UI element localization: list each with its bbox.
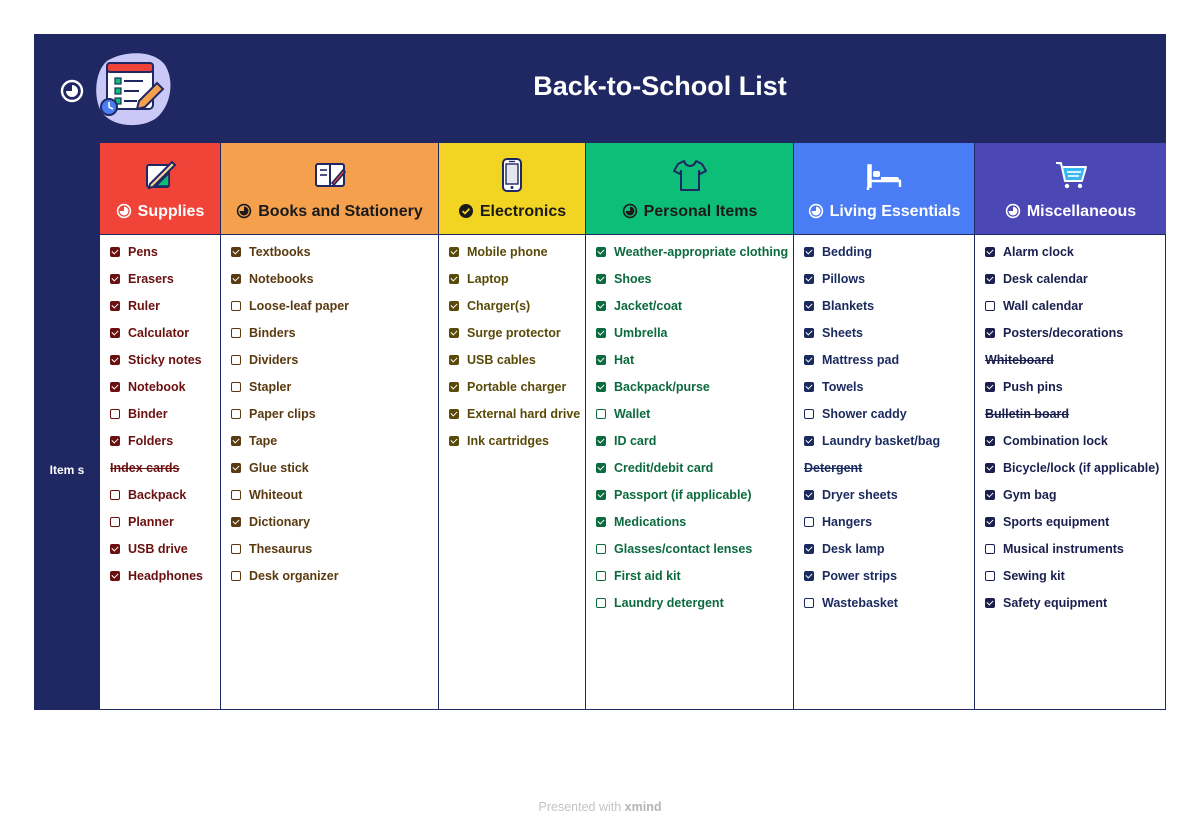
- item-label: Planner: [128, 515, 174, 529]
- checkbox-checked[interactable]: [596, 301, 606, 311]
- footer-text: Presented with: [538, 800, 622, 814]
- item-label: Bicycle/lock (if applicable): [1003, 461, 1160, 475]
- checklist-item[interactable]: [586, 432, 793, 459]
- checkbox-checked[interactable]: [985, 598, 995, 608]
- column-items: [794, 234, 974, 709]
- item-label: Towels: [822, 380, 864, 394]
- checkbox-checked[interactable]: [449, 247, 459, 257]
- column-header: [975, 143, 1166, 234]
- checklist-item[interactable]: [975, 567, 1166, 594]
- checkbox-checked[interactable]: [596, 490, 606, 500]
- bed-icon: [865, 157, 903, 198]
- checklist-item[interactable]: [586, 351, 793, 378]
- checkbox-unchecked[interactable]: [804, 517, 814, 527]
- checkbox-checked[interactable]: [110, 328, 120, 338]
- checkbox-checked[interactable]: [985, 436, 995, 446]
- footer-credit: [0, 800, 1200, 814]
- pencil-notepad-icon: [142, 157, 178, 198]
- checklist-item[interactable]: [975, 513, 1166, 540]
- checkbox-checked[interactable]: [804, 490, 814, 500]
- checklist-item[interactable]: [586, 270, 793, 297]
- checklist-item[interactable]: [100, 405, 220, 432]
- checklist-item[interactable]: [975, 324, 1166, 351]
- checklist-item[interactable]: [794, 486, 974, 513]
- item-label: Bedding: [822, 245, 872, 259]
- item-label: Sheets: [822, 326, 863, 340]
- column-title-text: Living Essentials: [829, 203, 961, 220]
- checklist-board: [34, 34, 1166, 710]
- checkbox-checked[interactable]: [449, 436, 459, 446]
- checklist-item[interactable]: [100, 513, 220, 540]
- checklist-item[interactable]: [100, 243, 220, 270]
- status-bullet-icon: [808, 203, 824, 224]
- item-label: Alarm clock: [1003, 245, 1074, 259]
- checkbox-checked[interactable]: [596, 328, 606, 338]
- item-label: Wallet: [614, 407, 651, 421]
- checklist-item[interactable]: [100, 351, 220, 378]
- column-title-text: Personal Items: [643, 203, 758, 220]
- checklist-item[interactable]: [794, 378, 974, 405]
- checkbox-checked[interactable]: [596, 274, 606, 284]
- item-label: External hard drive: [467, 407, 581, 421]
- item-label: Backpack: [128, 488, 187, 502]
- item-label: Headphones: [128, 569, 204, 583]
- column-title: [221, 203, 438, 224]
- item-label: Desk organizer: [249, 569, 339, 583]
- checkbox-checked[interactable]: [985, 463, 995, 473]
- item-label: Stapler: [249, 380, 292, 394]
- checkbox-unchecked[interactable]: [985, 544, 995, 554]
- checkbox-unchecked[interactable]: [110, 490, 120, 500]
- checklist-item[interactable]: [100, 540, 220, 567]
- status-bullet-icon: [622, 203, 638, 224]
- checkbox-unchecked[interactable]: [231, 409, 241, 419]
- checkbox-unchecked[interactable]: [596, 571, 606, 581]
- checklist-item[interactable]: [794, 324, 974, 351]
- checklist-item[interactable]: [221, 324, 438, 351]
- item-label: Hangers: [822, 515, 873, 529]
- checklist-item[interactable]: [975, 459, 1166, 486]
- column-header: [586, 143, 793, 234]
- item-label: Whiteboard: [985, 353, 1054, 367]
- column-items: [975, 234, 1166, 709]
- column-living-essentials: [793, 143, 974, 709]
- checkbox-checked[interactable]: [596, 463, 606, 473]
- checkbox-unchecked[interactable]: [804, 409, 814, 419]
- checkbox-checked[interactable]: [985, 517, 995, 527]
- checklist-item[interactable]: [794, 243, 974, 270]
- checklist-item[interactable]: [100, 567, 220, 594]
- checklist-item[interactable]: [100, 324, 220, 351]
- item-label: Glue stick: [249, 461, 309, 475]
- status-bullet-icon: [236, 203, 252, 224]
- item-label: Posters/decorations: [1003, 326, 1124, 340]
- checkbox-checked[interactable]: [804, 301, 814, 311]
- checkbox-checked[interactable]: [110, 436, 120, 446]
- item-label: Umbrella: [614, 326, 668, 340]
- checklist-item[interactable]: [794, 432, 974, 459]
- item-label: Wall calendar: [1003, 299, 1084, 313]
- item-label: Gym bag: [1003, 488, 1057, 502]
- checklist-item[interactable]: [586, 513, 793, 540]
- row-label: Item s: [49, 463, 85, 477]
- column-header: [221, 143, 438, 234]
- item-label: Laundry basket/bag: [822, 434, 941, 448]
- column-supplies: [99, 143, 220, 709]
- checklist-item[interactable]: [586, 243, 793, 270]
- checklist-item[interactable]: [586, 540, 793, 567]
- item-label: Dryer sheets: [822, 488, 898, 502]
- checklist-item[interactable]: [794, 351, 974, 378]
- checkbox-unchecked[interactable]: [985, 301, 995, 311]
- item-label: Weather-appropriate clothing: [614, 245, 789, 259]
- checklist-item[interactable]: [100, 270, 220, 297]
- t-shirt-icon: [672, 157, 708, 198]
- item-label: Musical instruments: [1003, 542, 1124, 556]
- checkbox-checked[interactable]: [804, 247, 814, 257]
- checklist-item[interactable]: [586, 594, 793, 621]
- item-label: Hat: [614, 353, 635, 367]
- checklist-item[interactable]: [975, 270, 1166, 297]
- checkbox-unchecked[interactable]: [596, 598, 606, 608]
- checklist-item[interactable]: [100, 432, 220, 459]
- checkbox-checked[interactable]: [596, 382, 606, 392]
- checklist-item[interactable]: [586, 324, 793, 351]
- checkbox-checked[interactable]: [596, 247, 606, 257]
- checkbox-unchecked[interactable]: [231, 328, 241, 338]
- checklist-item[interactable]: [439, 351, 585, 378]
- checklist-item[interactable]: [221, 270, 438, 297]
- checkbox-checked[interactable]: [449, 409, 459, 419]
- book-pen-icon: [312, 157, 348, 198]
- checkbox-checked[interactable]: [231, 436, 241, 446]
- column-title-text: Supplies: [137, 203, 205, 220]
- item-label: Notebook: [128, 380, 186, 394]
- item-label: Pens: [128, 245, 158, 259]
- checklist-item[interactable]: [221, 297, 438, 324]
- checkbox-checked[interactable]: [231, 247, 241, 257]
- column-header: [100, 143, 220, 234]
- item-label: Charger(s): [467, 299, 531, 313]
- item-label: Binders: [249, 326, 296, 340]
- item-label: Jacket/coat: [614, 299, 683, 313]
- checkbox-unchecked[interactable]: [231, 490, 241, 500]
- checkbox-checked[interactable]: [231, 463, 241, 473]
- item-label: Portable charger: [467, 380, 567, 394]
- item-label: Wastebasket: [822, 596, 898, 610]
- checkbox-checked[interactable]: [596, 355, 606, 365]
- item-label: Pillows: [822, 272, 866, 286]
- checkbox-checked[interactable]: [985, 247, 995, 257]
- checklist-item[interactable]: [221, 513, 438, 540]
- item-label: Detergent: [804, 461, 863, 475]
- checklist-item[interactable]: [794, 567, 974, 594]
- column-title: [439, 203, 585, 224]
- checkbox-unchecked[interactable]: [985, 571, 995, 581]
- item-label: Push pins: [1003, 380, 1063, 394]
- item-label: Passport (if applicable): [614, 488, 752, 502]
- checklist-item[interactable]: [794, 540, 974, 567]
- checklist-item[interactable]: [221, 459, 438, 486]
- header-bar: [35, 35, 1165, 143]
- checkbox-unchecked[interactable]: [596, 409, 606, 419]
- column-title-text: Electronics: [479, 203, 567, 220]
- checkbox-checked[interactable]: [804, 274, 814, 284]
- checkbox-checked[interactable]: [231, 517, 241, 527]
- checkbox-checked[interactable]: [804, 355, 814, 365]
- item-label: Calculator: [128, 326, 190, 340]
- status-bullet-icon: [116, 203, 132, 224]
- checklist-item[interactable]: [975, 405, 1166, 432]
- checklist-item[interactable]: [794, 405, 974, 432]
- checklist-item[interactable]: [221, 567, 438, 594]
- checkbox-checked[interactable]: [804, 382, 814, 392]
- item-label: Paper clips: [249, 407, 316, 421]
- item-label: Shower caddy: [822, 407, 907, 421]
- column-items: [439, 234, 585, 709]
- checkbox-checked[interactable]: [804, 436, 814, 446]
- checkbox-checked[interactable]: [449, 355, 459, 365]
- item-label: Laptop: [467, 272, 509, 286]
- item-label: Surge protector: [467, 326, 561, 340]
- checklist-item[interactable]: [439, 405, 585, 432]
- checklist-item[interactable]: [221, 243, 438, 270]
- item-label: Index cards: [110, 461, 180, 475]
- item-label: Ruler: [128, 299, 160, 313]
- checklist-item[interactable]: [975, 540, 1166, 567]
- checklist-item[interactable]: [586, 297, 793, 324]
- checklist-item[interactable]: [975, 243, 1166, 270]
- checklist-item[interactable]: [586, 567, 793, 594]
- page-title: Back-to-School List: [533, 71, 787, 101]
- checkbox-checked[interactable]: [804, 571, 814, 581]
- checklist-item[interactable]: [100, 297, 220, 324]
- checklist-item[interactable]: [975, 594, 1166, 621]
- item-label: Dividers: [249, 353, 299, 367]
- checkbox-checked[interactable]: [110, 571, 120, 581]
- checklist-item[interactable]: [439, 432, 585, 459]
- column-miscellaneous: [974, 143, 1166, 709]
- checkbox-checked[interactable]: [110, 355, 120, 365]
- checkbox-checked[interactable]: [449, 301, 459, 311]
- column-books-and-stationery: [220, 143, 438, 709]
- item-label: Binder: [128, 407, 168, 421]
- checklist-item[interactable]: [586, 459, 793, 486]
- checklist-item[interactable]: [975, 297, 1166, 324]
- column-header: [439, 143, 585, 234]
- item-label: Desk calendar: [1003, 272, 1088, 286]
- checkbox-unchecked[interactable]: [231, 571, 241, 581]
- item-label: Tape: [249, 434, 278, 448]
- checkbox-unchecked[interactable]: [110, 517, 120, 527]
- checkbox-checked[interactable]: [985, 274, 995, 284]
- item-label: USB drive: [128, 542, 188, 556]
- checkbox-checked[interactable]: [449, 274, 459, 284]
- checkbox-checked[interactable]: [449, 382, 459, 392]
- item-label: Power strips: [822, 569, 898, 583]
- item-label: Loose-leaf paper: [249, 299, 350, 313]
- checklist-item[interactable]: [439, 243, 585, 270]
- checklist-item[interactable]: [586, 405, 793, 432]
- mobile-phone-icon: [494, 157, 530, 198]
- status-bullet-icon: [458, 203, 474, 224]
- column-electronics: [438, 143, 585, 709]
- checklist-item[interactable]: [975, 432, 1166, 459]
- item-label: Sewing kit: [1003, 569, 1065, 583]
- checklist-item[interactable]: [221, 378, 438, 405]
- item-label: Blankets: [822, 299, 875, 313]
- checklist-item[interactable]: [586, 486, 793, 513]
- checklist-item[interactable]: [975, 378, 1166, 405]
- checkbox-checked[interactable]: [985, 382, 995, 392]
- column-title: [975, 203, 1166, 224]
- row-header: [35, 143, 99, 709]
- checklist-item[interactable]: [221, 432, 438, 459]
- checklist-item[interactable]: [586, 378, 793, 405]
- item-label: Credit/debit card: [614, 461, 714, 475]
- checkbox-checked[interactable]: [804, 328, 814, 338]
- item-label: Textbooks: [249, 245, 311, 259]
- item-label: Safety equipment: [1003, 596, 1108, 610]
- checkbox-checked[interactable]: [110, 247, 120, 257]
- column-items: [221, 234, 438, 709]
- checkbox-unchecked[interactable]: [231, 544, 241, 554]
- checkbox-unchecked[interactable]: [110, 409, 120, 419]
- item-label: Whiteout: [249, 488, 303, 502]
- item-label: USB cables: [467, 353, 536, 367]
- item-label: Glasses/contact lenses: [614, 542, 753, 556]
- checklist-item[interactable]: [439, 270, 585, 297]
- checkbox-checked[interactable]: [110, 301, 120, 311]
- checklist-item[interactable]: [100, 378, 220, 405]
- checklist-item[interactable]: [794, 459, 974, 486]
- item-label: First aid kit: [614, 569, 681, 583]
- item-label: Laundry detergent: [614, 596, 724, 610]
- checkbox-unchecked[interactable]: [804, 598, 814, 608]
- checkbox-checked[interactable]: [449, 328, 459, 338]
- checkbox-unchecked[interactable]: [231, 382, 241, 392]
- item-label: Erasers: [128, 272, 174, 286]
- checkbox-unchecked[interactable]: [231, 301, 241, 311]
- checkbox-checked[interactable]: [110, 382, 120, 392]
- item-label: Mobile phone: [467, 245, 548, 259]
- item-label: Ink cartridges: [467, 434, 549, 448]
- shopping-cart-icon: [1053, 157, 1089, 198]
- checkbox-checked[interactable]: [985, 328, 995, 338]
- column-personal-items: [585, 143, 793, 709]
- checkbox-checked[interactable]: [110, 544, 120, 554]
- item-label: Dictionary: [249, 515, 311, 529]
- column-items: [100, 234, 220, 709]
- column-items: [586, 234, 793, 709]
- checkbox-checked[interactable]: [596, 517, 606, 527]
- item-label: Notebooks: [249, 272, 314, 286]
- checkbox-checked[interactable]: [110, 274, 120, 284]
- checklist-item[interactable]: [439, 297, 585, 324]
- checkbox-unchecked[interactable]: [596, 544, 606, 554]
- checklist-item[interactable]: [794, 270, 974, 297]
- checkbox-unchecked[interactable]: [231, 355, 241, 365]
- column-title-text: Books and Stationery: [258, 203, 423, 220]
- checklist-item[interactable]: [975, 351, 1166, 378]
- column-title: [100, 203, 220, 224]
- checklist-item[interactable]: [100, 459, 220, 486]
- item-label: Shoes: [614, 272, 652, 286]
- checklist-item[interactable]: [794, 513, 974, 540]
- checklist-item[interactable]: [439, 378, 585, 405]
- column-title: [586, 203, 793, 224]
- checkbox-checked[interactable]: [231, 274, 241, 284]
- checklist-item[interactable]: [221, 486, 438, 513]
- status-bullet-icon: [1005, 203, 1021, 224]
- item-label: Thesaurus: [249, 542, 313, 556]
- checkbox-checked[interactable]: [985, 490, 995, 500]
- item-label: Mattress pad: [822, 353, 900, 367]
- item-label: Sports equipment: [1003, 515, 1110, 529]
- checklist-item[interactable]: [221, 540, 438, 567]
- checklist-item[interactable]: [100, 486, 220, 513]
- item-label: Backpack/purse: [614, 380, 710, 394]
- checklist-item[interactable]: [794, 594, 974, 621]
- checkbox-checked[interactable]: [596, 436, 606, 446]
- checklist-item[interactable]: [221, 405, 438, 432]
- checklist-item[interactable]: [794, 297, 974, 324]
- checklist-item[interactable]: [975, 486, 1166, 513]
- item-label: Combination lock: [1003, 434, 1108, 448]
- item-label: Bulletin board: [985, 407, 1070, 421]
- column-title: [794, 203, 974, 224]
- item-label: Desk lamp: [822, 542, 885, 556]
- item-label: ID card: [614, 434, 657, 448]
- item-label: Sticky notes: [128, 353, 202, 367]
- column-header: [794, 143, 974, 234]
- item-label: Medications: [614, 515, 687, 529]
- checklist-item[interactable]: [221, 351, 438, 378]
- column-title-text: Miscellaneous: [1026, 203, 1137, 220]
- footer-brand: xmind: [624, 800, 662, 814]
- item-label: Folders: [128, 434, 174, 448]
- checkbox-checked[interactable]: [804, 544, 814, 554]
- checklist-item[interactable]: [439, 324, 585, 351]
